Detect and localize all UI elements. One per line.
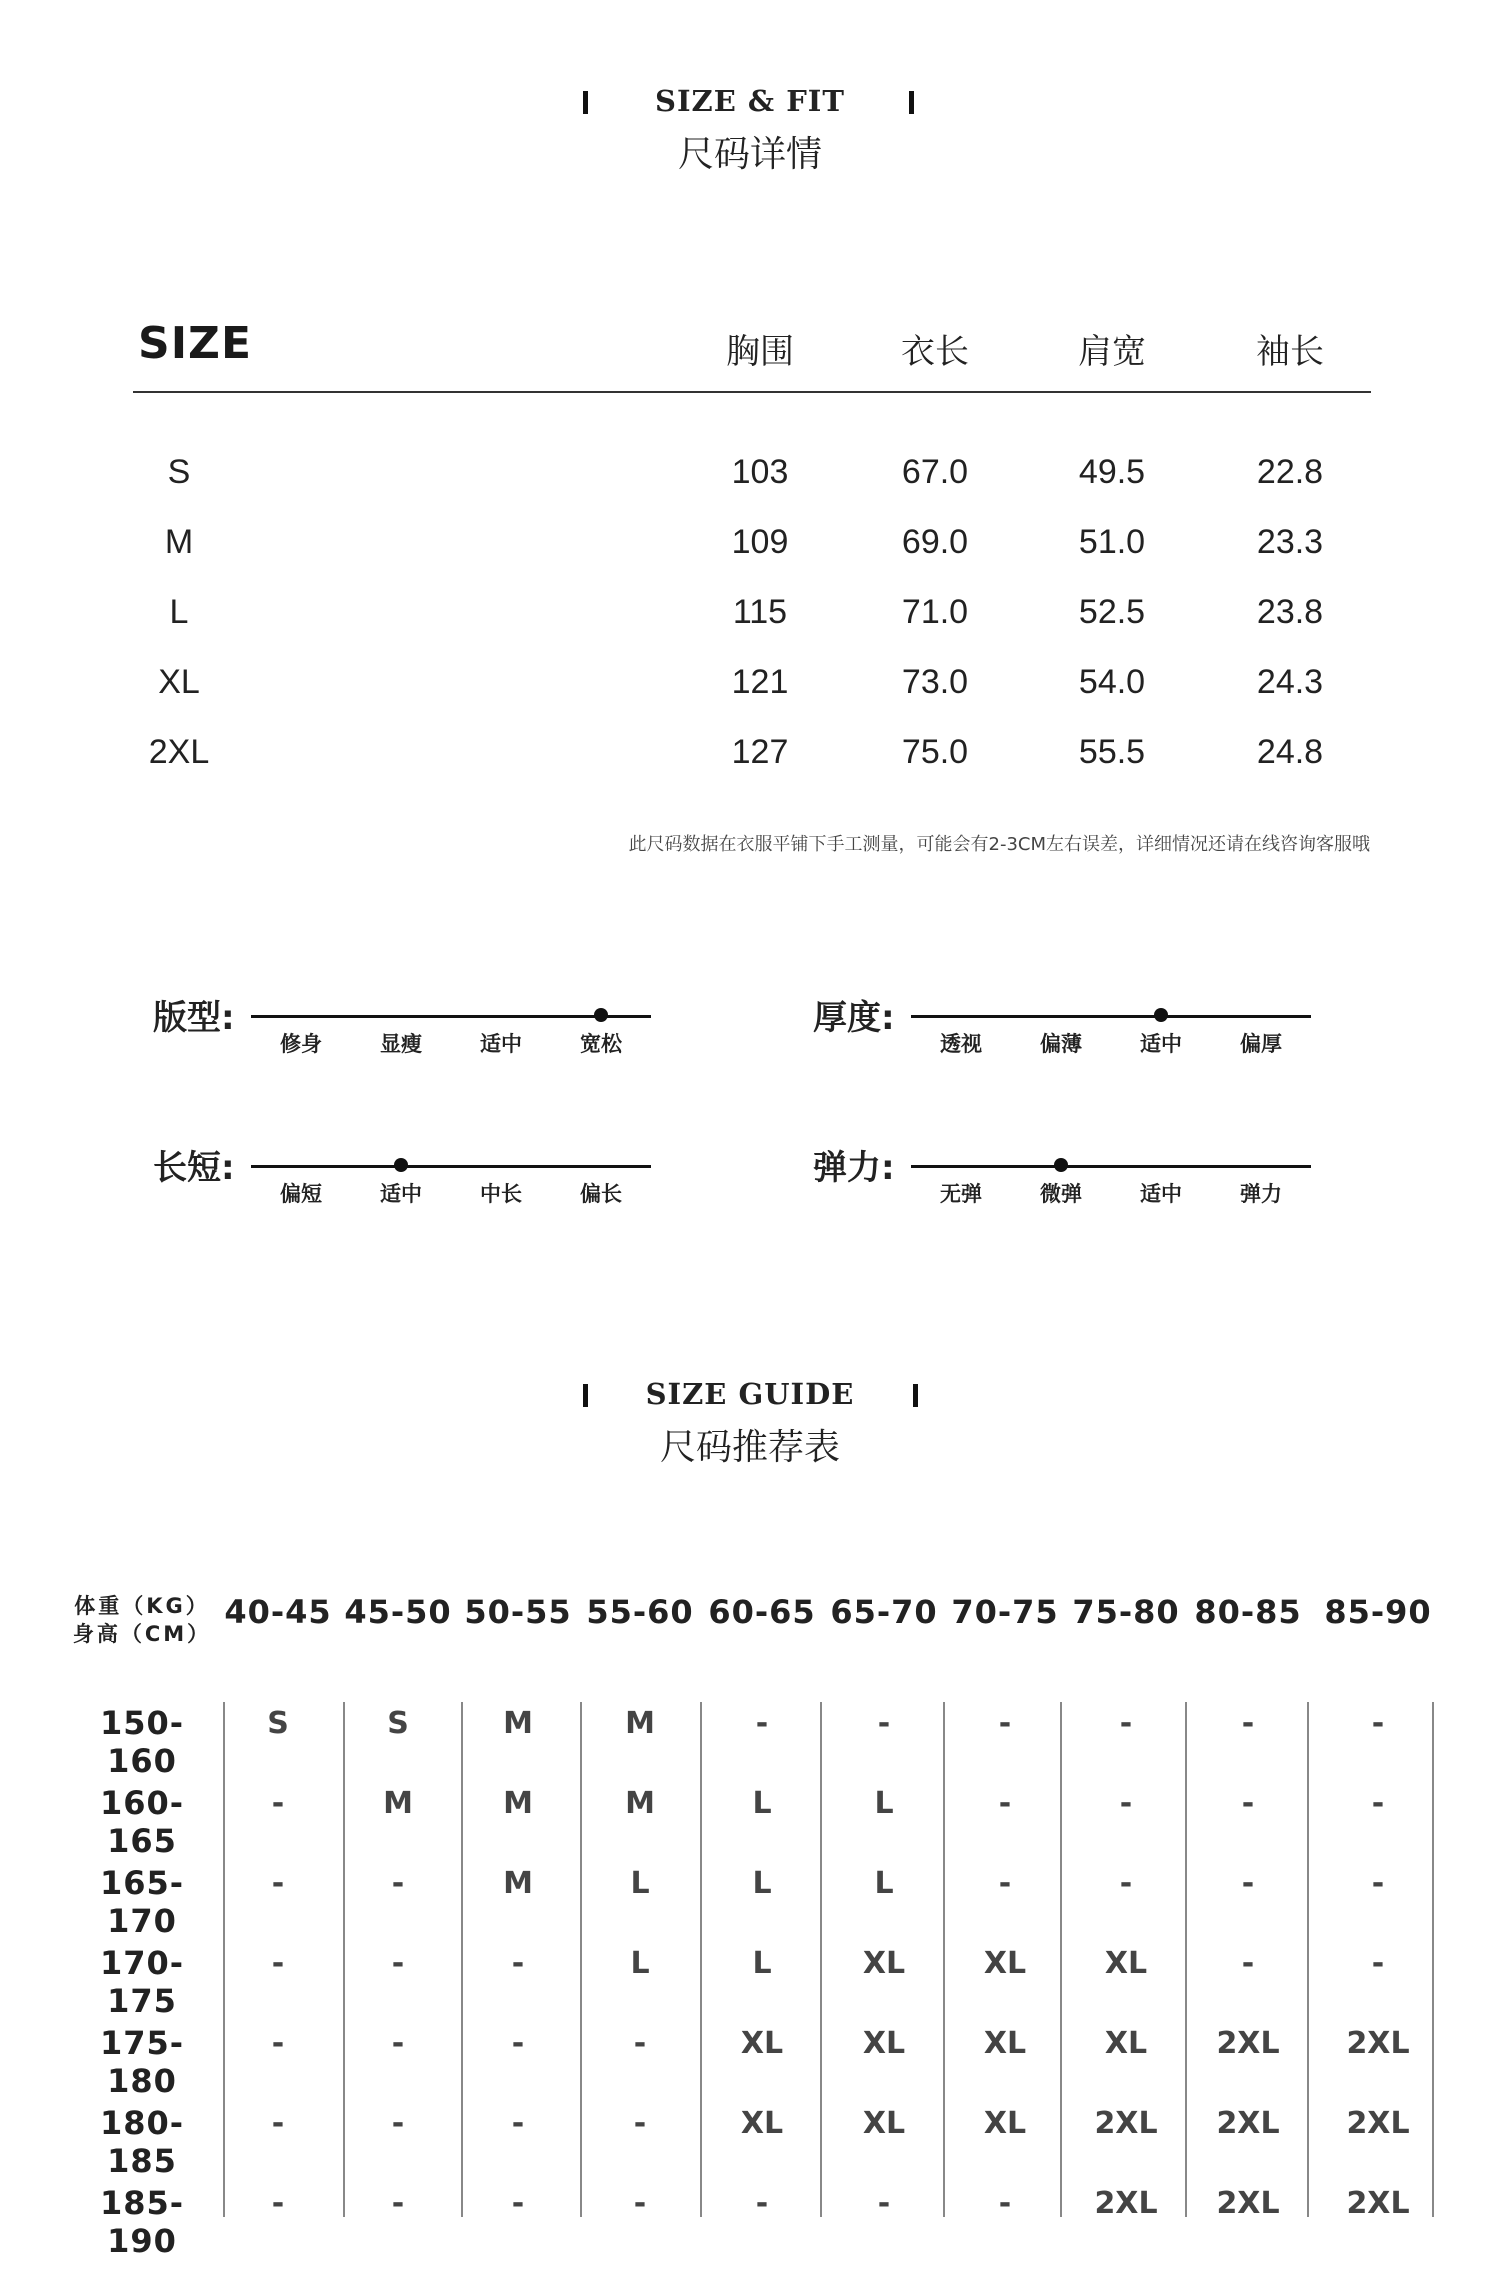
fit-scale-option: 显瘦: [380, 1032, 422, 1056]
measurement-cell: 23.8: [1256, 593, 1324, 631]
table-row: [0, 593, 1500, 663]
fit-scale-label: 弹力:: [813, 1148, 895, 1188]
measurement-cell: 24.3: [1256, 663, 1324, 701]
size-guide-cell: S: [267, 1706, 289, 1741]
measurement-cell: 22.8: [1256, 453, 1324, 491]
size-table-label: SIZE: [138, 318, 253, 369]
table-row: [0, 453, 1500, 523]
size-guide-cell: -: [511, 1946, 525, 1981]
weight-column-header: 50-55: [464, 1593, 572, 1631]
size-cell: M: [164, 523, 194, 561]
size-guide-cell: XL: [862, 2106, 906, 2141]
size-guide-cell: M: [625, 1706, 655, 1741]
column-header-shoulder: 肩宽: [1078, 332, 1146, 372]
table-row: [0, 663, 1500, 733]
size-guide-title-en: SIZE GUIDE: [645, 1377, 855, 1411]
size-guide-cell: L: [752, 1786, 772, 1821]
fit-scale-option: 宽松: [580, 1032, 622, 1056]
fit-scale: [813, 990, 1373, 1090]
size-guide-cell: XL: [1104, 1946, 1148, 1981]
measurement-cell: 54.0: [1078, 663, 1146, 701]
size-guide-cell: 2XL: [1346, 2106, 1410, 2141]
fit-scale: [153, 1140, 713, 1240]
measurement-cell: 51.0: [1078, 523, 1146, 561]
height-row-header: 160-165: [99, 1784, 185, 1860]
height-header: 身高（CM）: [72, 1622, 212, 1646]
size-guide-cell: -: [271, 1866, 285, 1901]
size-guide-cell: L: [752, 1946, 772, 1981]
fit-scale-marker: [594, 1008, 608, 1022]
size-guide-cell: S: [387, 1706, 409, 1741]
fit-scale-track: [251, 1015, 651, 1018]
size-guide-cell: M: [383, 1786, 413, 1821]
fit-scale-option: 无弹: [940, 1182, 982, 1206]
height-row-header: 180-185: [99, 2104, 185, 2180]
size-guide-cell: -: [271, 1946, 285, 1981]
size-guide-cell: M: [503, 1866, 533, 1901]
measurement-cell: 103: [731, 453, 789, 491]
size-guide-cell: L: [874, 1866, 894, 1901]
measurement-note: 此尺码数据在衣服平铺下手工测量，可能会有2-3CM左右误差，详细情况还请在线咨询客服哦: [628, 834, 1370, 855]
size-guide-cell: M: [503, 1786, 533, 1821]
fit-scale-option: 偏薄: [1040, 1032, 1082, 1056]
size-guide-cell: L: [630, 1866, 650, 1901]
size-guide-cell: 2XL: [1094, 2106, 1158, 2141]
size-guide-cell: XL: [862, 1946, 906, 1981]
fit-scale: [813, 1140, 1373, 1240]
size-fit-title-en: SIZE & FIT: [655, 84, 845, 118]
size-guide-cell: -: [1241, 1946, 1255, 1981]
weight-column-header: 70-75: [951, 1593, 1059, 1631]
measurement-cell: 69.0: [901, 523, 969, 561]
size-guide-cell: XL: [983, 2026, 1027, 2061]
size-guide-cell: -: [877, 2186, 891, 2221]
weight-column-header: 40-45: [224, 1593, 332, 1631]
size-guide-cell: -: [1371, 1866, 1385, 1901]
size-guide-cell: -: [1371, 1706, 1385, 1741]
size-cell: XL: [158, 663, 200, 701]
size-guide-cell: -: [998, 1786, 1012, 1821]
size-guide-cell: -: [633, 2026, 647, 2061]
measurement-cell: 121: [731, 663, 789, 701]
size-guide-cell: XL: [983, 1946, 1027, 1981]
weight-column-header: 60-65: [708, 1593, 816, 1631]
measurement-cell: 24.8: [1256, 733, 1324, 771]
size-guide-cell: XL: [862, 2026, 906, 2061]
size-guide-cell: -: [998, 1706, 1012, 1741]
size-guide-cell: -: [1119, 1866, 1133, 1901]
fit-scale-marker: [1154, 1008, 1168, 1022]
height-row-header: 170-175: [99, 1944, 185, 2020]
size-cell: L: [169, 593, 189, 631]
size-guide-cell: -: [391, 2186, 405, 2221]
fit-scale-marker: [1054, 1158, 1068, 1172]
fit-scale-option: 偏短: [280, 1182, 322, 1206]
size-guide-cell: 2XL: [1216, 2186, 1280, 2221]
size-guide-cell: -: [1241, 1786, 1255, 1821]
weight-column-header: 75-80: [1072, 1593, 1180, 1631]
measurement-cell: 71.0: [901, 593, 969, 631]
fit-scale-track: [251, 1165, 651, 1168]
size-guide-cell: -: [755, 2186, 769, 2221]
measurement-cell: 23.3: [1256, 523, 1324, 561]
weight-column-header: 80-85: [1194, 1593, 1302, 1631]
fit-scale-option: 微弹: [1040, 1182, 1082, 1206]
fit-scale-track: [911, 1165, 1311, 1168]
measurement-cell: 55.5: [1078, 733, 1146, 771]
size-cell: S: [167, 453, 191, 491]
fit-scale-option: 中长: [480, 1182, 522, 1206]
weight-column-header: 65-70: [830, 1593, 938, 1631]
size-guide-cell: -: [271, 2106, 285, 2141]
size-guide-cell: XL: [983, 2106, 1027, 2141]
measurement-cell: 67.0: [901, 453, 969, 491]
fit-scale: [153, 990, 713, 1090]
fit-scale-option: 透视: [940, 1032, 982, 1056]
fit-scale-option: 适中: [380, 1182, 422, 1206]
size-guide-cell: L: [874, 1786, 894, 1821]
size-guide-cell: 2XL: [1346, 2026, 1410, 2061]
size-guide-cell: M: [503, 1706, 533, 1741]
column-header-length: 衣长: [901, 332, 969, 372]
measurement-cell: 52.5: [1078, 593, 1146, 631]
size-guide-cell: -: [271, 2186, 285, 2221]
fit-scale-label: 版型:: [153, 998, 235, 1038]
fit-scale-option: 偏长: [580, 1182, 622, 1206]
size-guide-cell: -: [391, 1946, 405, 1981]
weight-column-header: 55-60: [586, 1593, 694, 1631]
size-guide-cell: -: [1119, 1706, 1133, 1741]
fit-scale-option: 适中: [480, 1032, 522, 1056]
size-guide-cell: -: [1119, 1786, 1133, 1821]
table-divider: [133, 391, 1371, 393]
size-guide-cell: -: [877, 1706, 891, 1741]
size-guide-cell: -: [391, 1866, 405, 1901]
fit-scale-label: 厚度:: [813, 998, 895, 1038]
size-guide-cell: 2XL: [1216, 2106, 1280, 2141]
table-row: [0, 523, 1500, 593]
measurement-cell: 115: [732, 593, 788, 631]
height-row-header: 150-160: [99, 1704, 185, 1780]
size-fit-title-cn: 尺码详情: [677, 134, 822, 175]
size-guide-cell: L: [630, 1946, 650, 1981]
size-guide-cell: -: [1241, 1706, 1255, 1741]
table-row: [0, 733, 1500, 803]
height-row-header: 185-190: [99, 2184, 185, 2260]
weight-header: 体重（KG）: [74, 1594, 210, 1618]
size-guide-cell: -: [391, 2026, 405, 2061]
size-guide-cell: XL: [1104, 2026, 1148, 2061]
size-guide-header: [0, 1377, 1500, 1470]
size-guide-cell: -: [271, 1786, 285, 1821]
column-header-sleeve: 袖长: [1256, 332, 1324, 372]
size-guide-cell: -: [511, 2026, 525, 2061]
size-guide-cell: -: [633, 2106, 647, 2141]
fit-scale-option: 修身: [280, 1032, 322, 1056]
weight-column-header: 85-90: [1324, 1593, 1432, 1631]
measurement-cell: 127: [731, 733, 789, 771]
size-guide-cell: -: [391, 2106, 405, 2141]
size-guide-cell: -: [511, 2106, 525, 2141]
size-guide-cell: -: [1241, 1866, 1255, 1901]
fit-scale-label: 长短:: [153, 1148, 235, 1188]
size-guide-cell: XL: [740, 2026, 784, 2061]
size-guide-cell: M: [625, 1786, 655, 1821]
size-guide-cell: L: [752, 1866, 772, 1901]
fit-scale-option: 弹力: [1240, 1182, 1282, 1206]
measurement-cell: 75.0: [901, 733, 969, 771]
weight-column-header: 45-50: [344, 1593, 452, 1631]
size-guide-cell: -: [271, 2026, 285, 2061]
size-guide-cell: -: [1371, 1786, 1385, 1821]
measurement-cell: 49.5: [1078, 453, 1146, 491]
size-guide-cell: -: [998, 1866, 1012, 1901]
size-guide-cell: -: [998, 2186, 1012, 2221]
size-guide-cell: -: [633, 2186, 647, 2221]
size-guide-cell: XL: [740, 2106, 784, 2141]
size-guide-cell: 2XL: [1094, 2186, 1158, 2221]
size-guide-cell: -: [1371, 1946, 1385, 1981]
height-row-header: 175-180: [99, 2024, 185, 2100]
fit-scale-option: 适中: [1140, 1032, 1182, 1056]
size-guide-cell: -: [755, 1706, 769, 1741]
size-guide-title-cn: 尺码推荐表: [659, 1427, 840, 1468]
size-guide-cell: 2XL: [1216, 2026, 1280, 2061]
fit-scale-option: 适中: [1140, 1182, 1182, 1206]
size-guide-cell: 2XL: [1346, 2186, 1410, 2221]
fit-scale-option: 偏厚: [1240, 1032, 1282, 1056]
size-fit-header: [0, 84, 1500, 177]
height-row-header: 165-170: [99, 1864, 185, 1940]
measurement-cell: 73.0: [901, 663, 969, 701]
column-header-chest: 胸围: [726, 332, 794, 372]
size-cell: 2XL: [148, 733, 210, 771]
fit-scale-marker: [394, 1158, 408, 1172]
fit-scale-track: [911, 1015, 1311, 1018]
measurement-cell: 109: [731, 523, 789, 561]
size-guide-cell: -: [511, 2186, 525, 2221]
